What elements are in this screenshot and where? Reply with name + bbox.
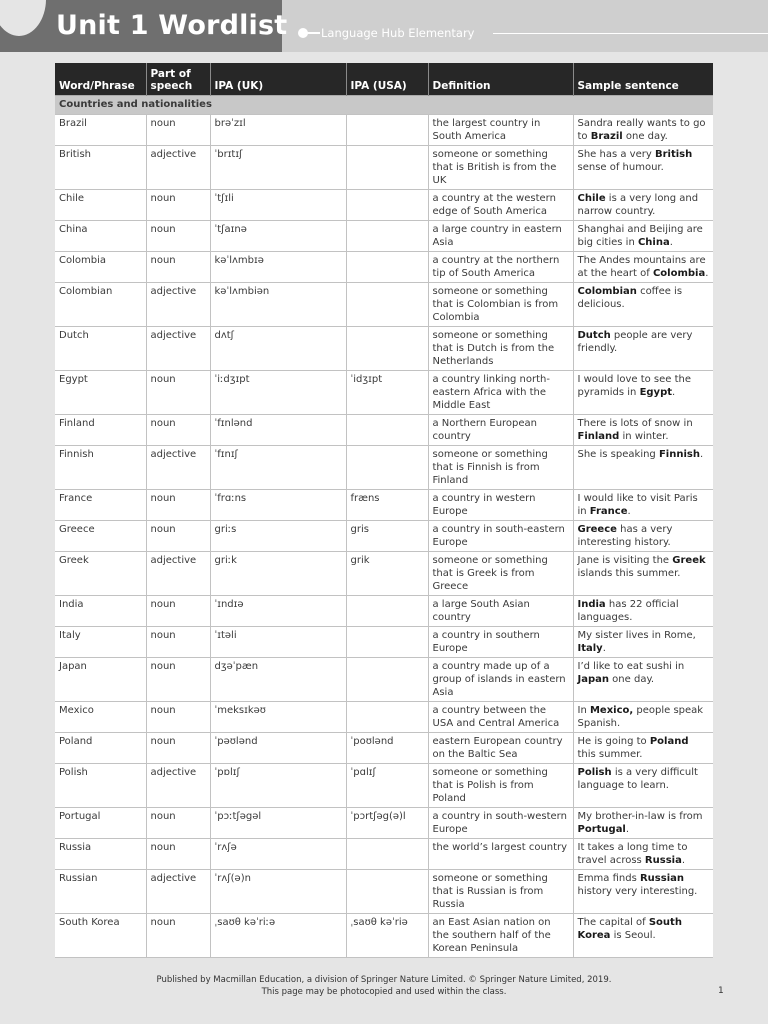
sentence-text: is a very difficult language to learn. — [577, 767, 698, 791]
header-rule — [493, 33, 768, 34]
definition-cell: a country at the western edge of South America — [428, 190, 573, 221]
sample-sentence-cell — [573, 283, 713, 327]
sentence-text: There is lots of snow in — [577, 418, 693, 429]
part-of-speech-cell: noun — [146, 415, 210, 446]
word-cell: India — [55, 596, 146, 627]
definition-cell: the largest country in South America — [428, 115, 573, 146]
sample-sentence-cell — [573, 415, 713, 446]
table-row — [55, 596, 713, 627]
sentence-text: I would like to visit Paris in — [577, 493, 698, 517]
ipa-uk-cell: ˈfrɑːns — [210, 490, 346, 521]
sentence-text: is Seoul. — [610, 930, 656, 941]
ipa-uk-cell: ˈpɒlɪʃ — [210, 764, 346, 808]
sentence-text: . — [705, 268, 709, 279]
footer-publisher-line: Published by Macmillan Education, a division of Springer Nature Limited. © Springer Nature Limited, 2019. — [156, 975, 612, 985]
ipa-usa-cell — [346, 190, 428, 221]
highlighted-word: Brazil — [590, 131, 623, 142]
table-row — [55, 252, 713, 283]
column-header-ipa-usa: IPA (USA) — [346, 63, 428, 96]
highlighted-word: Dutch — [577, 330, 611, 341]
sample-sentence-cell — [573, 521, 713, 552]
highlighted-word: Greece — [577, 524, 617, 535]
sample-sentence-cell — [573, 446, 713, 490]
word-cell: Polish — [55, 764, 146, 808]
ipa-usa-cell — [346, 415, 428, 446]
highlighted-word: Colombia — [652, 268, 706, 279]
sentence-text: has a very interesting history. — [577, 524, 673, 548]
ipa-usa-cell — [346, 446, 428, 490]
word-cell: British — [55, 146, 146, 190]
brand-name: Language Hub Elementary — [321, 26, 475, 40]
word-cell: Russian — [55, 870, 146, 914]
part-of-speech-cell: adjective — [146, 764, 210, 808]
definition-cell: a large country in eastern Asia — [428, 221, 573, 252]
ipa-uk-cell: kəˈlʌmbiən — [210, 283, 346, 327]
sentence-text: people are very friendly. — [577, 330, 693, 354]
ipa-uk-cell: griːs — [210, 521, 346, 552]
sample-sentence-cell — [573, 552, 713, 596]
sample-sentence-cell — [573, 658, 713, 702]
column-header-pos: Part of speech — [146, 63, 210, 96]
sample-sentence-cell — [573, 327, 713, 371]
sample-sentence-cell — [573, 627, 713, 658]
word-cell: South Korea — [55, 914, 146, 958]
part-of-speech-cell: adjective — [146, 552, 210, 596]
definition-cell: an East Asian nation on the southern half of the Korean Peninsula — [428, 914, 573, 958]
sentence-text: is a very long and narrow country. — [577, 193, 699, 217]
table-row — [55, 521, 713, 552]
sentence-text: history very interesting. — [577, 886, 698, 897]
definition-cell: a country in southern Europe — [428, 627, 573, 658]
ipa-uk-cell: ˈrʌʃə — [210, 839, 346, 870]
highlighted-word: British — [654, 149, 693, 160]
sentence-text: has 22 official languages. — [577, 599, 679, 623]
highlighted-word: Russia — [644, 855, 682, 866]
sample-sentence-cell — [573, 190, 713, 221]
highlighted-word: Russian — [639, 873, 685, 884]
definition-cell: the world’s largest country — [428, 839, 573, 870]
part-of-speech-cell: noun — [146, 839, 210, 870]
sentence-text: He is going to — [577, 736, 650, 747]
ipa-usa-cell: ˈpoʊlənd — [346, 733, 428, 764]
column-header-definition: Definition — [428, 63, 573, 96]
sample-sentence-cell — [573, 490, 713, 521]
sentence-text: one day. — [622, 131, 668, 142]
section-row — [55, 96, 713, 115]
word-cell: Portugal — [55, 808, 146, 839]
page-number: 1 — [718, 986, 724, 996]
ipa-uk-cell: dʌtʃ — [210, 327, 346, 371]
highlighted-word: Colombian — [577, 286, 637, 297]
definition-cell: a Northern European country — [428, 415, 573, 446]
sample-sentence-cell — [573, 596, 713, 627]
footer — [0, 974, 768, 998]
brand-dash — [306, 32, 320, 34]
definition-cell: a country made up of a group of islands in eastern Asia — [428, 658, 573, 702]
ipa-usa-cell — [346, 146, 428, 190]
table-row — [55, 914, 713, 958]
sentence-text: islands this summer. — [577, 568, 681, 579]
ipa-usa-cell: ˈpɑlɪʃ — [346, 764, 428, 808]
ipa-uk-cell: ˈtʃɪli — [210, 190, 346, 221]
part-of-speech-cell: noun — [146, 808, 210, 839]
sample-sentence-cell — [573, 702, 713, 733]
sample-sentence-cell — [573, 146, 713, 190]
sentence-text: Emma finds — [577, 873, 640, 884]
highlighted-word: Japan — [577, 674, 609, 685]
sentence-text: coffee is delicious. — [577, 286, 683, 310]
sample-sentence-cell — [573, 870, 713, 914]
part-of-speech-cell: noun — [146, 252, 210, 283]
column-header-word: Word/Phrase — [55, 63, 146, 96]
ipa-uk-cell: ˈiːdʒɪpt — [210, 371, 346, 415]
word-cell: Egypt — [55, 371, 146, 415]
ipa-uk-cell: kəˈlʌmbɪə — [210, 252, 346, 283]
sample-sentence-cell — [573, 839, 713, 870]
ipa-uk-cell: ˈbrɪtɪʃ — [210, 146, 346, 190]
definition-cell: a country in western Europe — [428, 490, 573, 521]
table-row — [55, 552, 713, 596]
sample-sentence-cell — [573, 764, 713, 808]
sentence-text: in winter. — [619, 431, 669, 442]
word-cell: Brazil — [55, 115, 146, 146]
sentence-text: this summer. — [577, 749, 643, 760]
table-row — [55, 839, 713, 870]
table-row — [55, 146, 713, 190]
sentence-text: She has a very — [577, 149, 655, 160]
highlighted-word: China — [637, 237, 670, 248]
sentence-text: The Andes mountains are at the heart of — [577, 255, 706, 279]
column-header-ipa-uk: IPA (UK) — [210, 63, 346, 96]
sample-sentence-cell — [573, 808, 713, 839]
ipa-usa-cell — [346, 839, 428, 870]
footer-photocopy-line: This page may be photocopied and used within the class. — [261, 987, 507, 997]
ipa-usa-cell: ˈpɔrtʃəg(ə)l — [346, 808, 428, 839]
highlighted-word: Italy — [577, 643, 603, 654]
table-row — [55, 870, 713, 914]
part-of-speech-cell: adjective — [146, 283, 210, 327]
sentence-text: It takes a long time to travel across — [577, 842, 688, 866]
page-title: Unit 1 Wordlist — [56, 10, 288, 41]
table-row — [55, 764, 713, 808]
highlighted-word: Finnish — [658, 449, 700, 460]
ipa-usa-cell — [346, 327, 428, 371]
sentence-text: . — [672, 387, 676, 398]
table-row — [55, 283, 713, 327]
definition-cell: someone or something that is Colombian is from Colombia — [428, 283, 573, 327]
part-of-speech-cell: noun — [146, 658, 210, 702]
table-row — [55, 446, 713, 490]
ipa-uk-cell: ˌsaʊθ kəˈriːə — [210, 914, 346, 958]
word-cell: Chile — [55, 190, 146, 221]
sample-sentence-cell — [573, 733, 713, 764]
ipa-usa-cell: fræns — [346, 490, 428, 521]
ipa-usa-cell — [346, 221, 428, 252]
word-cell: Greece — [55, 521, 146, 552]
wordlist-table — [55, 63, 713, 958]
highlighted-word: Greek — [672, 555, 706, 566]
highlighted-word: Poland — [649, 736, 689, 747]
definition-cell: a country in south-western Europe — [428, 808, 573, 839]
ipa-uk-cell: ˈfɪnlənd — [210, 415, 346, 446]
sentence-text: The capital of — [577, 917, 649, 928]
ipa-uk-cell: ˈɪndɪə — [210, 596, 346, 627]
sample-sentence-cell — [573, 914, 713, 958]
part-of-speech-cell: noun — [146, 371, 210, 415]
table-header-row — [55, 63, 713, 96]
column-header-sample: Sample sentence — [573, 63, 713, 96]
definition-cell: someone or something that is Dutch is from the Netherlands — [428, 327, 573, 371]
sample-sentence-cell — [573, 252, 713, 283]
highlighted-word: Polish — [577, 767, 612, 778]
highlighted-word: Portugal — [577, 824, 626, 835]
ipa-uk-cell: dʒəˈpæn — [210, 658, 346, 702]
definition-cell: eastern European country on the Baltic Sea — [428, 733, 573, 764]
word-cell: Russia — [55, 839, 146, 870]
sentence-text: Sandra really wants to go to — [577, 118, 706, 142]
part-of-speech-cell: adjective — [146, 146, 210, 190]
section-title: Countries and nationalities — [55, 96, 713, 115]
sentence-text: She is speaking — [577, 449, 659, 460]
table-row — [55, 627, 713, 658]
sentence-text: My brother-in-law is from — [577, 811, 703, 822]
word-cell: Poland — [55, 733, 146, 764]
word-cell: Japan — [55, 658, 146, 702]
sentence-text: . — [602, 643, 606, 654]
ipa-usa-cell — [346, 658, 428, 702]
definition-cell: a country linking north-eastern Africa with the Middle East — [428, 371, 573, 415]
word-cell: Colombia — [55, 252, 146, 283]
ipa-usa-cell — [346, 115, 428, 146]
highlighted-word: India — [577, 599, 606, 610]
ipa-uk-cell: ˈrʌʃ(ə)n — [210, 870, 346, 914]
definition-cell: someone or something that is Russian is from Russia — [428, 870, 573, 914]
part-of-speech-cell: noun — [146, 627, 210, 658]
sentence-text: . — [681, 855, 686, 866]
table-row — [55, 808, 713, 839]
table-row — [55, 658, 713, 702]
ipa-usa-cell — [346, 252, 428, 283]
definition-cell: a country between the USA and Central America — [428, 702, 573, 733]
definition-cell: someone or something that is Finnish is from Finland — [428, 446, 573, 490]
word-cell: Mexico — [55, 702, 146, 733]
word-cell: France — [55, 490, 146, 521]
sentence-text: sense of humour. — [577, 162, 664, 173]
definition-cell: someone or something that is British is from the UK — [428, 146, 573, 190]
ipa-usa-cell: grik — [346, 552, 428, 596]
highlighted-word: France — [589, 506, 628, 517]
sentence-text: people speak Spanish. — [577, 705, 704, 729]
definition-cell: a country at the northern tip of South America — [428, 252, 573, 283]
part-of-speech-cell: noun — [146, 914, 210, 958]
definition-cell: someone or something that is Polish is from Poland — [428, 764, 573, 808]
definition-cell: a country in south-eastern Europe — [428, 521, 573, 552]
table-row — [55, 371, 713, 415]
ipa-uk-cell: griːk — [210, 552, 346, 596]
sample-sentence-cell — [573, 115, 713, 146]
ipa-usa-cell: ˌsaʊθ kəˈriə — [346, 914, 428, 958]
highlighted-word: Egypt — [639, 387, 673, 398]
word-cell: Dutch — [55, 327, 146, 371]
ipa-uk-cell: brəˈzɪl — [210, 115, 346, 146]
sample-sentence-cell — [573, 221, 713, 252]
ipa-usa-cell — [346, 627, 428, 658]
ipa-usa-cell: gris — [346, 521, 428, 552]
word-cell: Italy — [55, 627, 146, 658]
part-of-speech-cell: adjective — [146, 327, 210, 371]
word-cell: Greek — [55, 552, 146, 596]
ipa-usa-cell — [346, 870, 428, 914]
sentence-text: . — [699, 449, 704, 460]
part-of-speech-cell: noun — [146, 490, 210, 521]
table-row — [55, 190, 713, 221]
part-of-speech-cell: noun — [146, 521, 210, 552]
part-of-speech-cell: noun — [146, 596, 210, 627]
ipa-uk-cell: ˈpɔːtʃəgəl — [210, 808, 346, 839]
table-row — [55, 221, 713, 252]
ipa-uk-cell: ˈfɪnɪʃ — [210, 446, 346, 490]
sample-sentence-cell — [573, 371, 713, 415]
ipa-uk-cell: ˈtʃaɪnə — [210, 221, 346, 252]
part-of-speech-cell: noun — [146, 702, 210, 733]
sentence-text: . — [669, 237, 673, 248]
table-row — [55, 327, 713, 371]
sentence-text: I would love to see the pyramids in — [577, 374, 692, 398]
table-row — [55, 115, 713, 146]
ipa-usa-cell — [346, 702, 428, 733]
part-of-speech-cell: noun — [146, 733, 210, 764]
sentence-text: Shanghai and Beijing are big cities in — [577, 224, 703, 248]
sentence-text: one day. — [609, 674, 655, 685]
word-cell: Colombian — [55, 283, 146, 327]
ipa-uk-cell: ˈpəʊlənd — [210, 733, 346, 764]
sentence-text: Jane is visiting the — [577, 555, 673, 566]
table-row — [55, 415, 713, 446]
table-row — [55, 733, 713, 764]
word-cell: Finland — [55, 415, 146, 446]
table-row — [55, 702, 713, 733]
sentence-text: . — [627, 506, 631, 517]
ipa-uk-cell: ˈmeksɪkəʊ — [210, 702, 346, 733]
table-row — [55, 490, 713, 521]
highlighted-word: Mexico, — [589, 705, 634, 716]
word-cell: China — [55, 221, 146, 252]
highlighted-word: Chile — [577, 193, 606, 204]
part-of-speech-cell: noun — [146, 190, 210, 221]
ipa-usa-cell — [346, 596, 428, 627]
part-of-speech-cell: noun — [146, 115, 210, 146]
part-of-speech-cell: noun — [146, 221, 210, 252]
sentence-text: I’d like to eat sushi in — [577, 661, 685, 672]
sentence-text: In — [577, 705, 590, 716]
sentence-text: . — [625, 824, 630, 835]
ipa-usa-cell — [346, 283, 428, 327]
ipa-uk-cell: ˈɪtəli — [210, 627, 346, 658]
sentence-text: My sister lives in Rome, — [577, 630, 696, 641]
definition-cell: a large South Asian country — [428, 596, 573, 627]
part-of-speech-cell: adjective — [146, 446, 210, 490]
highlighted-word: Finland — [577, 431, 620, 442]
highlighted-word: South Korea — [577, 917, 682, 941]
ipa-usa-cell: ˈidʒɪpt — [346, 371, 428, 415]
word-cell: Finnish — [55, 446, 146, 490]
definition-cell: someone or something that is Greek is from Greece — [428, 552, 573, 596]
part-of-speech-cell: adjective — [146, 870, 210, 914]
